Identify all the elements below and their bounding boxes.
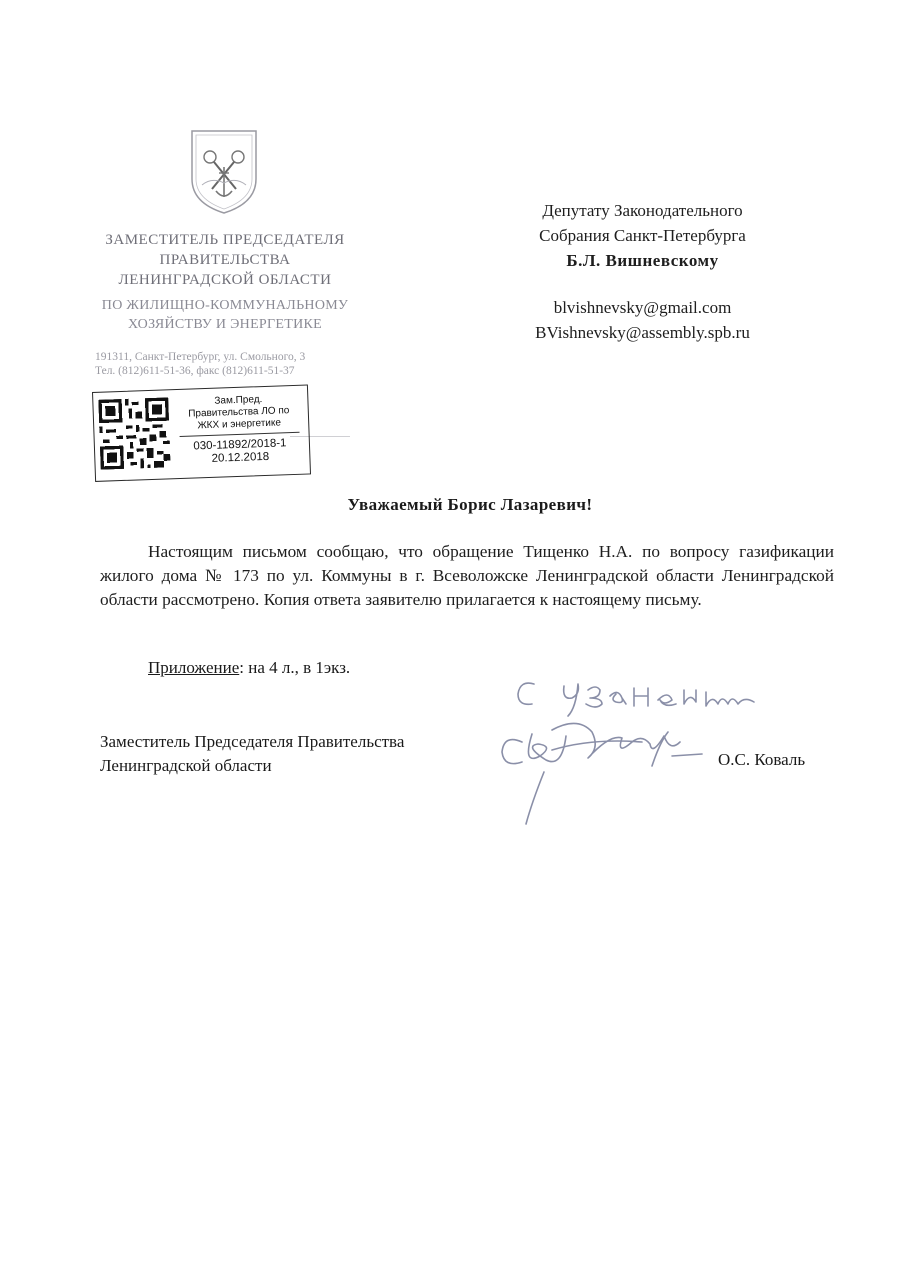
signatory-title — [100, 730, 500, 778]
addressee-email: BVishnevsky@assembly.spb.ru — [535, 323, 750, 342]
leningrad-oblast-coat-of-arms-icon — [188, 127, 260, 217]
letterhead-title-line: ЗАМЕСТИТЕЛЬ ПРЕДСЕДАТЕЛЯ — [105, 232, 345, 248]
attachment-label: Приложение — [148, 658, 240, 677]
letterhead-title — [60, 230, 390, 290]
addressee-line: Депутату Законодательного — [542, 201, 743, 220]
addressee-name: Б.Л. Вишневскому — [566, 251, 719, 270]
stamp-office-line: ЖКХ и энергетике — [197, 417, 282, 432]
letter-body: Настоящим письмом сообщаю, что обращение Тищенко Н.А. по вопросу газификации жилого дома № 173 по ул. Коммуны в г. Всеволожске Ленинградской области Ленинградской области рассмотрено. Копия ответа заявителю прилагается к настоящему письму. — [100, 542, 834, 610]
attachment-line — [148, 658, 350, 678]
registration-stamp — [92, 384, 311, 481]
stamp-office-line: Зам.Пред. — [214, 394, 263, 407]
qr-code-icon — [98, 397, 170, 469]
addressee-block — [470, 198, 815, 345]
addressee-email: blvishnevsky@gmail.com — [553, 298, 732, 317]
signer-name: О.С. Коваль — [718, 750, 806, 769]
letterhead-address-line: 191311, Санкт-Петербург, ул. Смольного, 3 — [95, 351, 306, 363]
stamp-office-line: Правительства ЛО по — [188, 405, 290, 420]
letterhead-address-line: Тел. (812)611-51-36, факс (812)611-51-37 — [95, 365, 295, 377]
signatory-title-line: Заместитель Председателя Правительства — [100, 732, 405, 751]
stamp-date: 20.12.2018 — [211, 450, 270, 465]
letterhead-department-line: ХОЗЯЙСТВУ И ЭНЕРГЕТИКЕ — [127, 317, 323, 332]
salutation: Уважаемый Борис Лазаревич! — [347, 495, 593, 514]
letterhead-department-line: ПО ЖИЛИЩНО-КОММУНАЛЬНОМУ — [101, 298, 349, 313]
attachment-text: : на 4 л., в 1экз. — [239, 658, 351, 677]
stamp-reg-number: 030-11892/2018-1 — [193, 437, 287, 453]
signatory-title-line: Ленинградской области — [100, 756, 272, 775]
addressee-line: Собрания Санкт-Петербурга — [539, 226, 746, 245]
letterhead-department — [60, 296, 390, 334]
letterhead-title-line: ПРАВИТЕЛЬСТВА — [159, 252, 291, 268]
stamp-separator — [180, 432, 300, 437]
letterhead-address — [95, 350, 370, 378]
stamp-text — [174, 393, 304, 467]
letterhead-title-line: ЛЕНИНГРАДСКОЙ ОБЛАСТИ — [118, 272, 332, 288]
